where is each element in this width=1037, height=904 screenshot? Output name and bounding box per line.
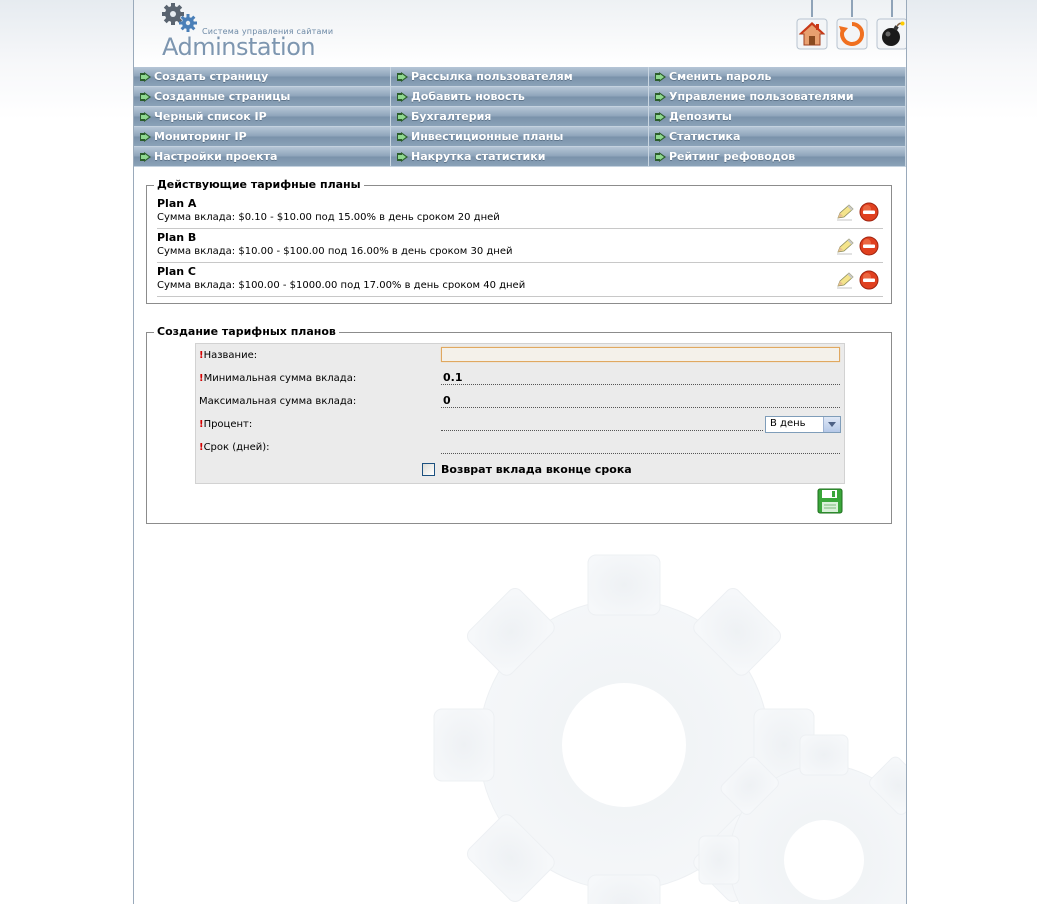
arrow-right-icon: [655, 72, 666, 82]
nav-item-ip-blacklist[interactable]: [134, 107, 391, 127]
arrow-right-icon: [140, 92, 151, 102]
percent-input[interactable]: [441, 416, 763, 431]
required-mark: !: [199, 419, 204, 430]
arrow-right-icon: [140, 152, 151, 162]
plan-name: Plan A: [157, 197, 197, 210]
main-nav: [134, 67, 906, 167]
plan-name: Plan B: [157, 231, 197, 244]
plan-row: [157, 195, 883, 229]
nav-item-label: Рассылка пользователям: [411, 70, 573, 83]
percent-label: Процент:: [203, 419, 253, 430]
plan-name: Plan C: [157, 265, 196, 278]
nav-item-manage-users[interactable]: [649, 87, 906, 107]
nav-item-label: Рейтинг рефоводов: [669, 150, 796, 163]
nav-item-change-password[interactable]: [649, 67, 906, 87]
nav-item-label: Накрутка статистики: [411, 150, 546, 163]
arrow-right-icon: [397, 152, 408, 162]
nav-item-label: Управление пользователями: [669, 90, 854, 103]
arrow-right-icon: [140, 132, 151, 142]
create-plan-panel: [146, 325, 892, 524]
term-label: Срок (дней):: [203, 442, 270, 453]
nav-item-label: Депозиты: [669, 110, 732, 123]
logo-subtitle: Система управления сайтами: [202, 27, 334, 36]
logout-button[interactable]: [876, 0, 907, 50]
home-button[interactable]: [796, 0, 828, 50]
nav-item-accounting[interactable]: [391, 107, 649, 127]
required-mark: !: [199, 442, 204, 453]
nav-item-label: Черный список IP: [154, 110, 267, 123]
nav-item-label: Бухгалтерия: [411, 110, 492, 123]
nav-item-fake-statistics[interactable]: [391, 147, 649, 167]
plan-name-input[interactable]: [441, 347, 840, 362]
plan-row: [157, 263, 883, 297]
form-row-term: [196, 436, 844, 459]
nav-item-label: Сменить пароль: [669, 70, 772, 83]
nav-item-mailing[interactable]: [391, 67, 649, 87]
edit-pencil-icon[interactable]: [835, 237, 855, 255]
return-deposit-label: Возврат вклада вконце срока: [441, 463, 632, 476]
nav-item-label: Статистика: [669, 130, 741, 143]
arrow-right-icon: [140, 112, 151, 122]
refresh-icon: [836, 18, 868, 50]
bomb-icon: [876, 18, 907, 50]
max-amount-input[interactable]: [441, 393, 840, 408]
min-amount-label: Минимальная сумма вклада:: [203, 373, 357, 384]
nav-item-label: Создать страницу: [154, 70, 269, 83]
chevron-down-icon: [824, 417, 840, 432]
plan-description: Сумма вклада: $10.00 - $100.00 под 16.00% в день сроком 30 дней: [157, 246, 513, 257]
form-row-min: [196, 367, 844, 390]
period-select[interactable]: [765, 416, 841, 433]
min-amount-input[interactable]: [441, 370, 840, 385]
edit-pencil-icon[interactable]: [835, 271, 855, 289]
create-plan-form: [195, 343, 845, 484]
delete-icon[interactable]: [859, 236, 879, 256]
arrow-right-icon: [655, 152, 666, 162]
active-plans-panel: [146, 178, 892, 304]
nav-item-created-pages[interactable]: [134, 87, 391, 107]
nav-item-label: Созданные страницы: [154, 90, 291, 103]
nav-item-ip-monitoring[interactable]: [134, 127, 391, 147]
form-row-name: [196, 344, 844, 367]
home-icon: [796, 18, 828, 50]
max-amount-label: Максимальная сумма вклада:: [199, 396, 357, 407]
create-plan-title: Создание тарифных планов: [154, 325, 339, 338]
refresh-button[interactable]: [836, 0, 868, 50]
delete-icon[interactable]: [859, 202, 879, 222]
period-select-value: В день: [770, 418, 806, 429]
term-input[interactable]: [441, 439, 840, 454]
nav-item-referrer-rating[interactable]: [649, 147, 906, 167]
nav-item-statistics[interactable]: [649, 127, 906, 147]
delete-icon[interactable]: [859, 270, 879, 290]
arrow-right-icon: [397, 72, 408, 82]
name-label: Название:: [203, 350, 258, 361]
plan-description: Сумма вклада: $0.10 - $10.00 под 15.00% в день сроком 20 дней: [157, 212, 500, 223]
page-container: [133, 0, 907, 904]
arrow-right-icon: [655, 132, 666, 142]
form-row-max: [196, 390, 844, 413]
nav-item-project-settings[interactable]: [134, 147, 391, 167]
logo[interactable]: [160, 2, 360, 62]
nav-item-label: Инвестиционные планы: [411, 130, 564, 143]
arrow-right-icon: [140, 72, 151, 82]
logo-name: Adminstation: [162, 33, 316, 61]
logo-gears-icon: [160, 2, 202, 34]
form-row-return: [196, 459, 844, 482]
nav-item-label: Настройки проекта: [154, 150, 278, 163]
nav-item-investment-plans[interactable]: [391, 127, 649, 147]
arrow-right-icon: [397, 92, 408, 102]
edit-pencil-icon[interactable]: [835, 203, 855, 221]
arrow-right-icon: [397, 112, 408, 122]
nav-item-label: Добавить новость: [411, 90, 525, 103]
required-mark: !: [199, 373, 204, 384]
nav-item-add-news[interactable]: [391, 87, 649, 107]
nav-item-deposits[interactable]: [649, 107, 906, 127]
plan-row: [157, 229, 883, 263]
form-row-percent: [196, 413, 844, 436]
arrow-right-icon: [655, 112, 666, 122]
return-deposit-checkbox[interactable]: [422, 463, 435, 476]
active-plans-title: Действующие тарифные планы: [154, 178, 364, 191]
required-mark: !: [199, 350, 204, 361]
arrow-right-icon: [397, 132, 408, 142]
nav-item-create-page[interactable]: [134, 67, 391, 87]
arrow-right-icon: [655, 92, 666, 102]
nav-item-label: Мониторинг IP: [154, 130, 247, 143]
plan-description: Сумма вклада: $100.00 - $1000.00 под 17.00% в день сроком 40 дней: [157, 280, 526, 291]
floppy-disk-icon[interactable]: [817, 488, 843, 514]
